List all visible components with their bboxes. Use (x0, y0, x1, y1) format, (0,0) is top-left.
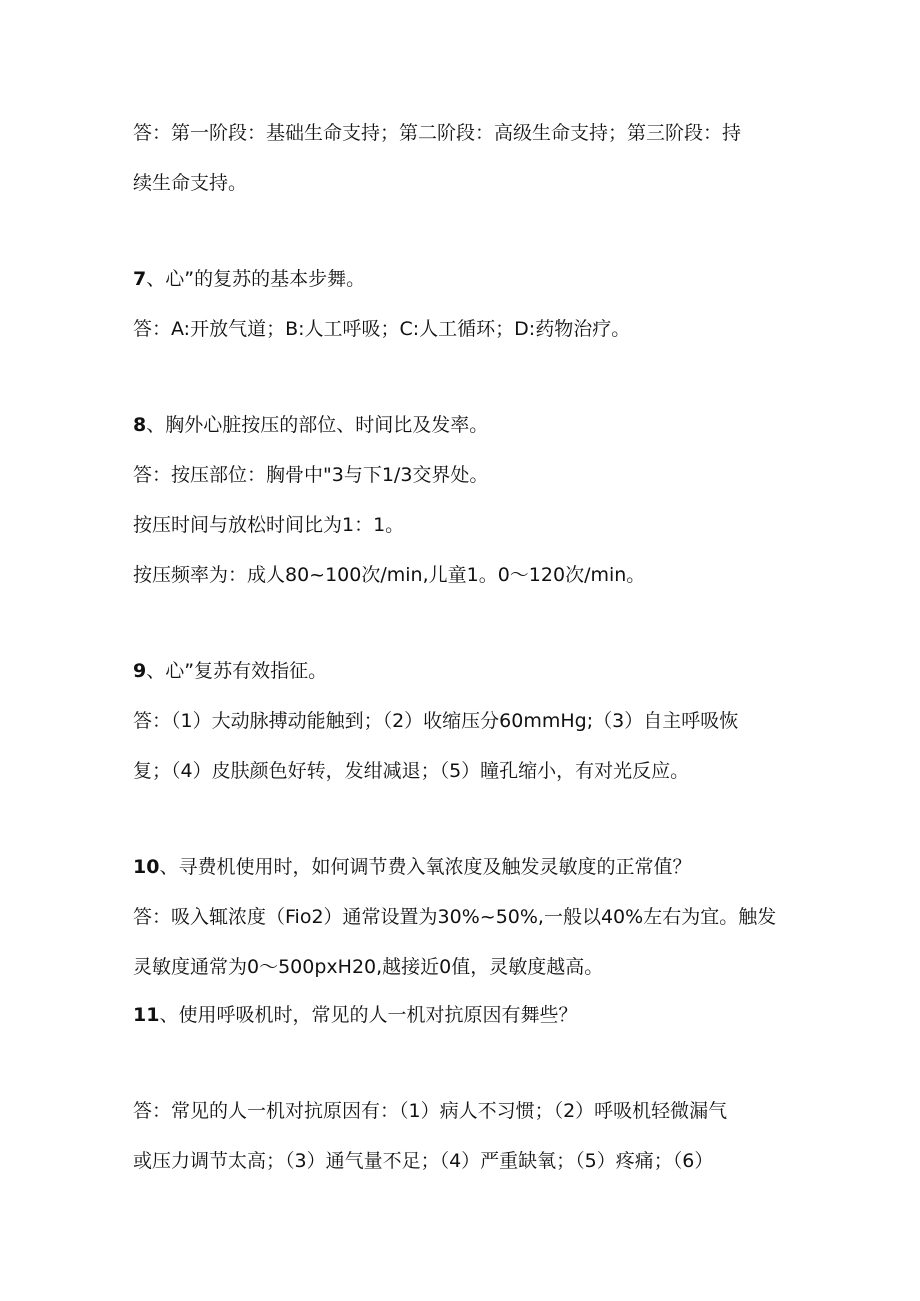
answer-line: 灵敏度通常为0～500pxH20,越接近0值，灵敏度越高。 (133, 956, 604, 978)
question-10 (133, 854, 793, 880)
question-number: 9 (133, 660, 147, 682)
question-text: 、心”复苏有效指征。 (146, 660, 328, 682)
answer-line: 按压频率为：成人80~100次∕min,儿童1。0～120次/min。 (133, 564, 646, 586)
question-text: 、胸外心脏按压的部位、时间比及发率。 (146, 414, 489, 436)
answer-line: 答：常见的人一机对抗原因有：（1）病人不习惯；（2）呼吸机轻微漏气 (133, 1100, 728, 1122)
question-text: 、使用呼吸机时，常见的人一机对抗原因有舞些？ (159, 1004, 578, 1026)
answer-line: 按压时间与放松时间比为1：1。 (133, 514, 405, 536)
question-number: 11 (133, 1004, 160, 1026)
answer-line: 答：按压部位：胸骨中"3与下1/3交界处。 (133, 464, 489, 486)
answer-line: 答：（1）大动脉搏动能触到；（2）收缩压分60mmHg;（3）自主呼吸恢 (133, 710, 739, 732)
question-number: 8 (133, 414, 147, 436)
question-text: 、寻费机使用时，如何调节费入氧浓度及触发灵敏度的正常值？ (159, 856, 692, 878)
answer-line: 复；（4）皮肤颜色好转，发绀减退；（5）瞳孔缩小，有对光反应。 (133, 760, 690, 782)
question-8 (133, 412, 793, 438)
answer-line: 续生命支持。 (133, 172, 248, 194)
answer-line: 答：吸入辄浓度（Fio2）通常设置为30%~50%,一般以40%左右为宜。触发 (133, 906, 777, 928)
question-number: 10 (133, 856, 160, 878)
answer-line: 或压力调节太高；（3）通气量不足；（4）严重缺氧；（5）疼痛；（6） (133, 1150, 714, 1172)
answer-line: 答：A:开放气道；B:人工呼吸；C:人工循环；D:药物治疗。 (133, 318, 631, 340)
question-number: 7 (133, 268, 147, 290)
question-7 (133, 266, 793, 292)
question-text: 、心”的复苏的基本步舞。 (146, 268, 366, 290)
question-9 (133, 658, 793, 684)
question-11 (133, 1002, 793, 1028)
answer-line: 答：第一阶段：基础生命支持；第二阶段：高级生命支持；第三阶段：持 (133, 122, 742, 144)
